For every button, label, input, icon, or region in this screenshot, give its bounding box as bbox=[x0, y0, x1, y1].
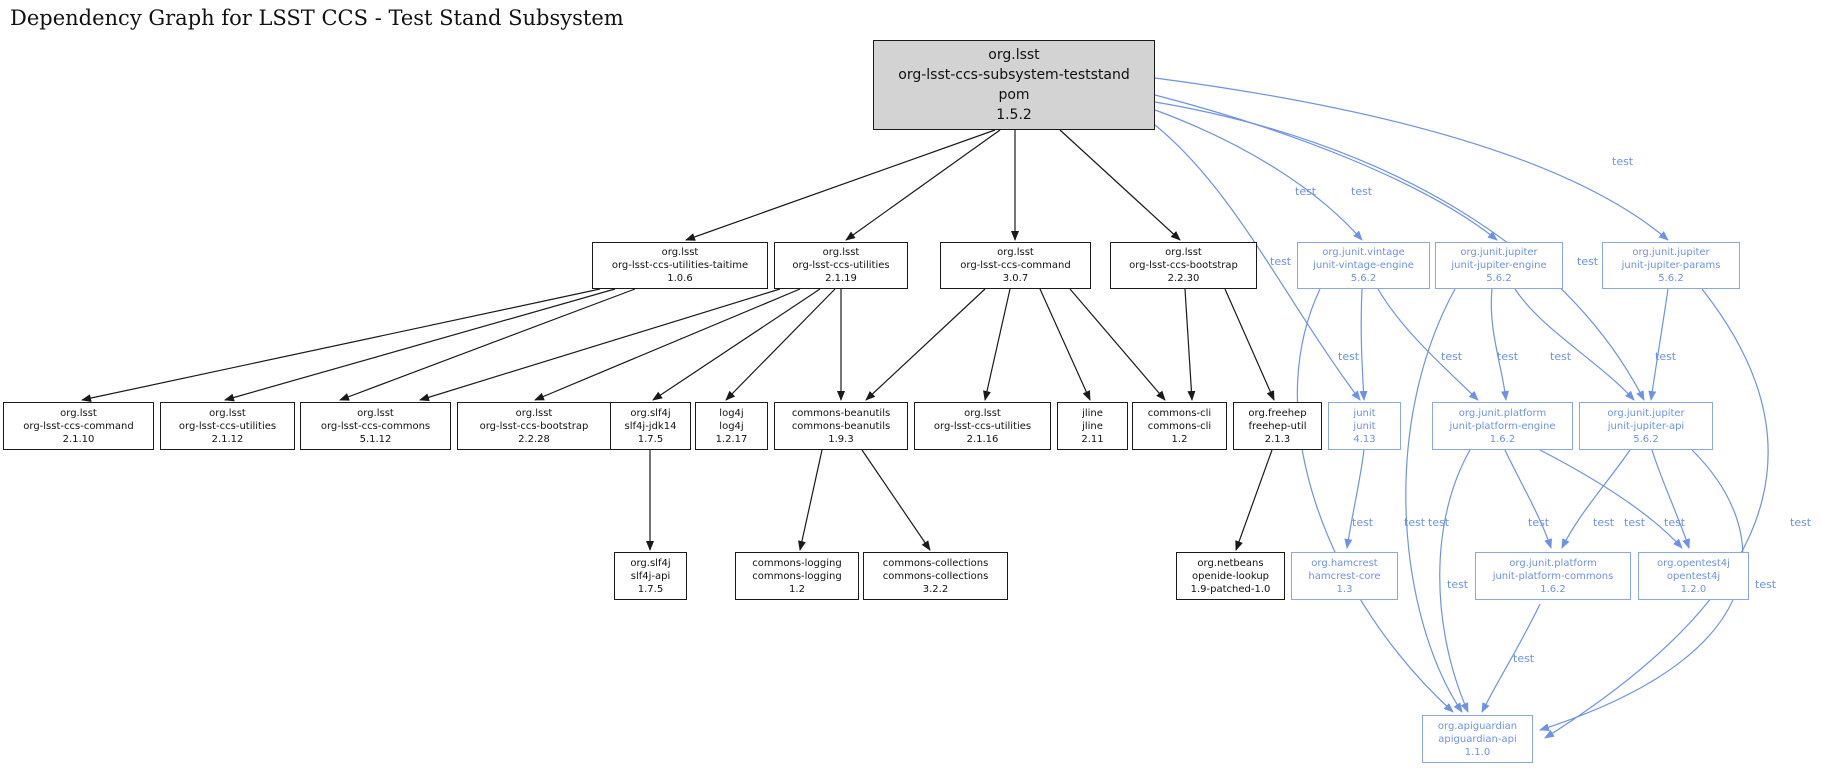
node-openide-lookup bbox=[1176, 552, 1285, 600]
node-artifact: junit-platform-engine bbox=[1449, 420, 1556, 432]
edge-vintage-to-platform-engine bbox=[1378, 289, 1478, 400]
edge-command307-to-utilities-2116 bbox=[985, 289, 1010, 400]
page-title: Dependency Graph for LSST CCS - Test Stand Subsystem bbox=[10, 6, 624, 30]
edge-vintage-to-junit bbox=[1361, 289, 1364, 400]
edge-jupiterengine-to-platform-engine bbox=[1491, 289, 1506, 400]
edge-bootstrap2230-to-commons-cli bbox=[1185, 289, 1192, 400]
edge-taitime-to-commons bbox=[340, 289, 635, 400]
node-artifact: junit-jupiter-params bbox=[1621, 260, 1721, 271]
edge-label-test: test bbox=[1447, 578, 1469, 591]
edge-command307-to-jline bbox=[1040, 289, 1090, 400]
edge-root-to-vintage-engine bbox=[1155, 110, 1362, 240]
node-artifact: org-lsst-ccs-command bbox=[23, 420, 134, 432]
node-artifact: slf4j-api bbox=[630, 570, 671, 582]
node-artifact: commons-logging bbox=[752, 570, 842, 582]
node-slf4j-jdk14 bbox=[610, 402, 691, 450]
node-version: 5.6.2 bbox=[1633, 433, 1659, 445]
node-group: org.netbeans bbox=[1197, 557, 1264, 569]
node-artifact: junit-jupiter-api bbox=[1607, 420, 1685, 432]
node-version: 2.2.30 bbox=[1167, 273, 1200, 284]
edge-label-test: test bbox=[1497, 350, 1519, 363]
node-commons-beanutils bbox=[774, 402, 908, 450]
node-junit-jupiter-params bbox=[1602, 242, 1740, 289]
node-version: 1.1.0 bbox=[1464, 746, 1491, 758]
node-artifact: org-lsst-ccs-utilities bbox=[933, 420, 1032, 432]
edge-label-test: test bbox=[1664, 516, 1686, 529]
node-artifact: org-lsst-ccs-subsystem-teststand bbox=[898, 67, 1130, 83]
node-commons-logging bbox=[735, 552, 859, 600]
edge-label-test: test bbox=[1295, 185, 1317, 198]
node-group: org.lsst bbox=[357, 407, 394, 419]
node-artifact: apiguardian-api bbox=[1438, 733, 1517, 745]
node-group: org.lsst bbox=[661, 247, 699, 258]
edge-freehep-to-openide-lookup bbox=[1236, 450, 1272, 550]
node-org-lsst-ccs-utilities-taitime bbox=[592, 242, 768, 289]
node-artifact: freehep-util bbox=[1248, 420, 1307, 432]
edge-label-test: test bbox=[1790, 516, 1812, 529]
node-artifact: junit bbox=[1353, 420, 1376, 432]
node-hamcrest-core bbox=[1291, 552, 1398, 600]
node-version: 1.6.2 bbox=[1489, 433, 1516, 445]
node-artifact: openide-lookup bbox=[1191, 570, 1270, 582]
node-group: org.slf4j bbox=[630, 407, 671, 419]
edge-label-test: test bbox=[1612, 155, 1634, 168]
node-group: org.freehep bbox=[1248, 407, 1307, 419]
node-version: 2.1.10 bbox=[62, 433, 95, 445]
node-version: 5.6.2 bbox=[1350, 273, 1377, 284]
node-artifact: junit-vintage-engine bbox=[1313, 260, 1414, 271]
edge-root-to-jupiter-params bbox=[1155, 78, 1668, 240]
node-version: 4.13 bbox=[1353, 433, 1376, 445]
node-artifact: org-lsst-ccs-command bbox=[960, 260, 1071, 271]
node-version: 1.6.2 bbox=[1540, 583, 1566, 595]
edge-utilities2119-to-log4j bbox=[726, 289, 835, 400]
node-artifact: org-lsst-ccs-utilities bbox=[792, 260, 890, 271]
edge-jupiterapi-to-opentest4j bbox=[1652, 450, 1689, 548]
edge-label-test: test bbox=[1755, 578, 1777, 591]
edge-utilities2119-to-slf4j-jdk14 bbox=[653, 289, 820, 400]
node-log4j bbox=[695, 402, 768, 450]
node-group: junit bbox=[1353, 407, 1376, 419]
node-version: 1.2.17 bbox=[715, 433, 748, 445]
edge-root-to-jupiter-engine bbox=[1155, 95, 1497, 240]
edge-root-to-utilities-2119 bbox=[846, 130, 1000, 240]
node-artifact: commons-cli bbox=[1147, 420, 1212, 432]
node-org-lsst-ccs-command-307 bbox=[940, 242, 1091, 289]
edge-label-test: test bbox=[1404, 516, 1426, 529]
node-group: org.lsst bbox=[60, 407, 97, 419]
node-org-lsst-ccs-commons bbox=[300, 402, 451, 450]
edge-platformengine-to-opentest4j bbox=[1540, 450, 1682, 548]
node-group: org.hamcrest bbox=[1311, 557, 1378, 569]
node-junit-vintage-engine bbox=[1297, 242, 1430, 289]
node-version: 1.2.0 bbox=[1680, 583, 1707, 595]
edge-platformengine-to-platform-commons bbox=[1505, 450, 1551, 548]
node-version: 1.9.3 bbox=[828, 433, 854, 445]
node-group: org.lsst bbox=[822, 247, 860, 258]
node-org-lsst-ccs-subsystem-teststand bbox=[873, 40, 1155, 130]
node-org-lsst-ccs-utilities-2112 bbox=[160, 402, 295, 450]
node-version: 2.11 bbox=[1081, 433, 1104, 445]
edge-command307-to-commons-cli bbox=[1070, 289, 1165, 400]
node-junit bbox=[1328, 402, 1401, 450]
node-group: commons-collections bbox=[882, 557, 989, 569]
edge-taitime-to-command-2110 bbox=[82, 289, 600, 400]
node-group: org.lsst bbox=[209, 407, 246, 419]
edge-label-test: test bbox=[1528, 516, 1550, 529]
node-group: log4j bbox=[719, 407, 744, 419]
node-artifact: slf4j-jdk14 bbox=[624, 420, 677, 432]
edge-jupiterengine-to-jupiter-api bbox=[1515, 289, 1634, 400]
edge-root-to-taitime bbox=[686, 130, 995, 240]
edge-label-test: test bbox=[1593, 516, 1615, 529]
edge-bootstrap2230-to-freehep bbox=[1225, 289, 1274, 400]
edge-label-test: test bbox=[1351, 185, 1373, 198]
edge-taitime-to-utilities-2112 bbox=[225, 289, 615, 400]
node-artifact: hamcrest-core bbox=[1308, 570, 1381, 582]
node-org-lsst-ccs-utilities-2119 bbox=[774, 242, 908, 289]
edge-label-test: test bbox=[1655, 350, 1677, 363]
node-artifact: junit-jupiter-engine bbox=[1451, 260, 1547, 271]
node-version: 2.1.3 bbox=[1264, 433, 1291, 445]
node-org-lsst-ccs-bootstrap-2230 bbox=[1110, 242, 1257, 289]
node-group: org.lsst bbox=[997, 247, 1034, 258]
node-artifact: org-lsst-ccs-commons bbox=[320, 420, 431, 432]
edge-beanutils-to-commons-collections bbox=[862, 450, 930, 550]
node-version: 3.0.7 bbox=[1002, 273, 1029, 284]
node-version: 1.3 bbox=[1336, 583, 1353, 595]
node-group: org.slf4j bbox=[630, 557, 671, 569]
node-junit-platform-engine bbox=[1432, 402, 1573, 450]
node-version: 2.1.12 bbox=[211, 433, 244, 445]
edge-utilities2119-to-bootstrap-2228 bbox=[535, 289, 800, 400]
node-group: org.lsst bbox=[964, 407, 1001, 419]
edge-root-to-bootstrap-2230 bbox=[1060, 130, 1180, 240]
edge-jupiterapi-to-platform-commons bbox=[1562, 450, 1630, 548]
node-group: org.opentest4j bbox=[1657, 557, 1730, 569]
node-group: org.lsst bbox=[1165, 247, 1202, 258]
node-version: 2.1.19 bbox=[825, 273, 857, 284]
node-artifact: org-lsst-ccs-utilities-taitime bbox=[611, 260, 749, 271]
edge-label-test: test bbox=[1550, 350, 1572, 363]
node-artifact: org-lsst-ccs-bootstrap bbox=[1129, 260, 1238, 271]
node-version: 3.2.2 bbox=[922, 583, 949, 595]
edge-label-test: test bbox=[1513, 652, 1535, 665]
node-artifact: org-lsst-ccs-utilities bbox=[178, 420, 277, 432]
node-version: 1.2 bbox=[789, 583, 805, 595]
node-group: org.lsst bbox=[988, 47, 1040, 63]
node-freehep-util bbox=[1233, 402, 1322, 450]
edge-label-test: test bbox=[1338, 350, 1360, 363]
node-group: org.junit.jupiter bbox=[1632, 247, 1710, 258]
node-artifact: commons-beanutils bbox=[791, 420, 891, 432]
node-group: commons-logging bbox=[752, 557, 842, 569]
edge-beanutils-to-commons-logging bbox=[800, 450, 822, 550]
edge-label-test: test bbox=[1624, 516, 1646, 529]
node-version: 2.2.28 bbox=[518, 433, 550, 445]
node-commons-cli bbox=[1132, 402, 1227, 450]
node-version: 5.1.12 bbox=[359, 433, 392, 445]
node-artifact: org-lsst-ccs-bootstrap bbox=[479, 420, 589, 432]
node-group: org.junit.platform bbox=[1458, 407, 1547, 419]
edge-label-test: test bbox=[1441, 350, 1463, 363]
node-org-lsst-ccs-bootstrap-2228 bbox=[457, 402, 611, 450]
node-artifact: log4j bbox=[719, 420, 744, 432]
node-version: 5.6.2 bbox=[1486, 273, 1512, 284]
node-group: org.lsst bbox=[515, 407, 553, 419]
edge-jupiterparams-to-jupiter-api bbox=[1651, 289, 1668, 400]
node-junit-jupiter-api bbox=[1579, 402, 1713, 450]
node-junit-jupiter-engine bbox=[1435, 242, 1563, 289]
node-artifact: commons-collections bbox=[882, 570, 989, 582]
node-junit-platform-commons bbox=[1475, 552, 1631, 600]
edge-label-test: test bbox=[1428, 516, 1450, 529]
node-group: org.junit.jupiter bbox=[1607, 407, 1685, 419]
node-artifact: jline bbox=[1082, 420, 1103, 432]
node-org-lsst-ccs-utilities-2116 bbox=[914, 402, 1051, 450]
node-org-lsst-ccs-command-2110 bbox=[3, 402, 154, 450]
node-opentest4j bbox=[1638, 552, 1749, 600]
node-version: 1.2 bbox=[1171, 433, 1188, 445]
node-version: 1.7.5 bbox=[637, 433, 664, 445]
edge-command307-to-beanutils bbox=[866, 289, 985, 400]
edge-label-test: test bbox=[1270, 255, 1292, 268]
node-artifact: opentest4j bbox=[1666, 570, 1721, 582]
node-group: commons-cli bbox=[1147, 407, 1212, 419]
node-artifact: junit-platform-commons bbox=[1492, 570, 1614, 582]
node-apiguardian-api bbox=[1422, 715, 1533, 763]
node-version: 1.7.5 bbox=[637, 583, 664, 595]
node-version: 5.6.2 bbox=[1658, 273, 1684, 284]
node-group: org.junit.platform bbox=[1509, 557, 1597, 569]
node-packaging: pom bbox=[998, 87, 1030, 103]
node-version: 1.9-patched-1.0 bbox=[1190, 583, 1271, 595]
node-jline bbox=[1057, 402, 1128, 450]
edge-label-test: test bbox=[1352, 516, 1374, 529]
node-commons-collections bbox=[863, 552, 1008, 600]
node-group: org.apiguardian bbox=[1437, 720, 1518, 732]
edge-junit-to-hamcrest bbox=[1347, 450, 1364, 548]
node-slf4j-api bbox=[614, 552, 687, 600]
node-version: 1.0.6 bbox=[667, 273, 693, 284]
node-version: 2.1.16 bbox=[966, 433, 999, 445]
node-group: commons-beanutils bbox=[791, 407, 891, 419]
node-group: org.junit.jupiter bbox=[1460, 247, 1538, 258]
edge-label-test: test bbox=[1577, 255, 1599, 268]
node-group: org.junit.vintage bbox=[1322, 247, 1405, 258]
edge-utilities2119-to-commons bbox=[420, 289, 780, 400]
node-group: jline bbox=[1082, 407, 1103, 419]
node-version: 1.5.2 bbox=[996, 107, 1032, 123]
